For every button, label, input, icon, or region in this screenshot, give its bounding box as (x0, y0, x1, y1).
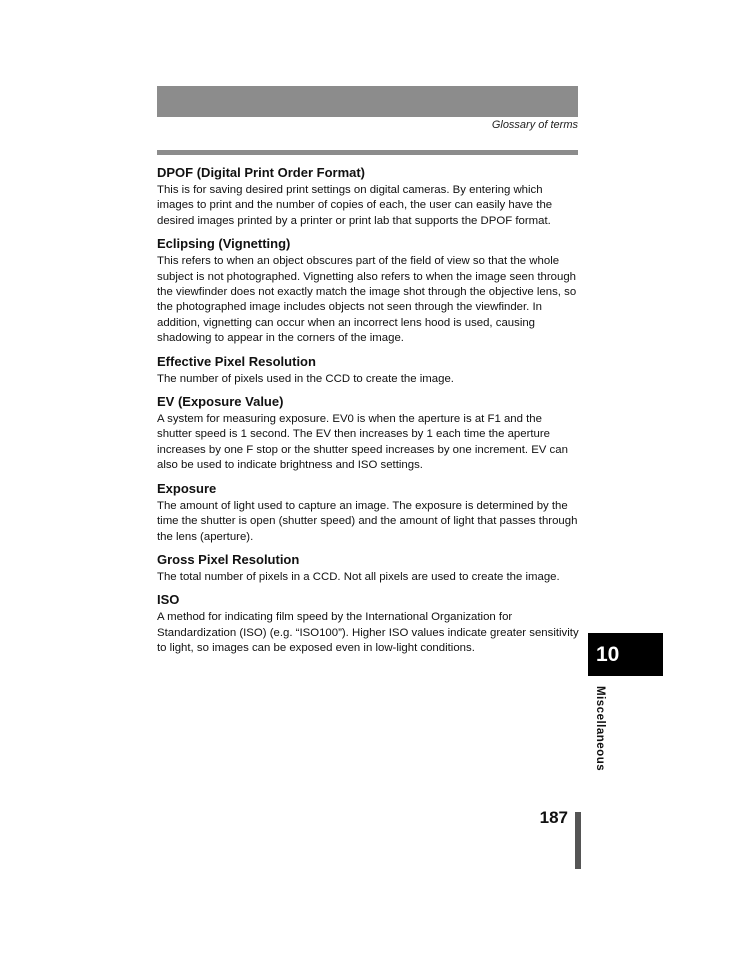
glossary-term: Effective Pixel Resolution (157, 353, 316, 369)
header-rule (157, 150, 578, 155)
glossary-entry-eclipsing (157, 235, 579, 346)
glossary-entry-exposure (157, 480, 579, 545)
running-title: Glossary of terms (491, 119, 578, 131)
glossary-definition: This refers to when an object obscures part of the field of view so that the whole subject is not photographed. Vignetting also refers to when the image seen through the viewfinder does not exactly match the image shot through the objective lens, so the photographed image includes objects not seen through the viewfinder. In addition, vignetting can occur when an incorrect lens hood is used, causing shadowing to appear in the corners of the image. (157, 255, 577, 345)
glossary-definition: The total number of pixels in a CCD. Not all pixels are used to create the image. (157, 570, 560, 583)
glossary-term: Eclipsing (Vignetting) (157, 236, 291, 252)
glossary-entry-gross-pixel-resolution (157, 551, 579, 585)
glossary-entry-dpof (157, 164, 579, 229)
page-number: 187 (539, 808, 568, 827)
glossary-entry-effective-pixel-resolution (157, 353, 579, 387)
page-number-bar (575, 812, 581, 869)
glossary-content (157, 164, 579, 663)
section-side-label: Miscellaneous (594, 686, 606, 772)
chapter-number-tab: 10 (588, 633, 663, 676)
glossary-definition: The amount of light used to capture an image. The exposure is determined by the time the shutter is open (shutter speed) and the amount of light that passes through the lens (aperture). (157, 499, 578, 543)
header-bar (157, 86, 578, 117)
glossary-term: EV (Exposure Value) (157, 394, 284, 410)
glossary-entry-ev (157, 393, 579, 474)
glossary-definition: This is for saving desired print settings on digital cameras. By entering which images to print and the number of copies of each, the user can easily have the desired images printed by a printer or print lab that supports the DPOF format. (157, 184, 553, 227)
glossary-definition: The number of pixels used in the CCD to create the image. (157, 372, 454, 385)
glossary-term: ISO (157, 592, 180, 608)
glossary-term: Gross Pixel Resolution (157, 551, 300, 567)
glossary-definition: A system for measuring exposure. EV0 is when the aperture is at F1 and the shutter speed is 1 second. The EV then increases by 1 each time the aperture increases by one F stop or the shutter speed increases by one increment. EV can also be used to indicate brightness and ISO settings. (157, 413, 568, 472)
glossary-term: Exposure (157, 480, 217, 496)
glossary-entry-iso (157, 591, 579, 656)
glossary-term: DPOF (Digital Print Order Format) (157, 165, 366, 180)
glossary-definition: A method for indicating film speed by the International Organization for Standardization (ISO) (e.g. “ISO100”). Higher ISO values indicate greater sensitivity to light, so images can be exposed even in low-light conditions. (157, 611, 579, 655)
